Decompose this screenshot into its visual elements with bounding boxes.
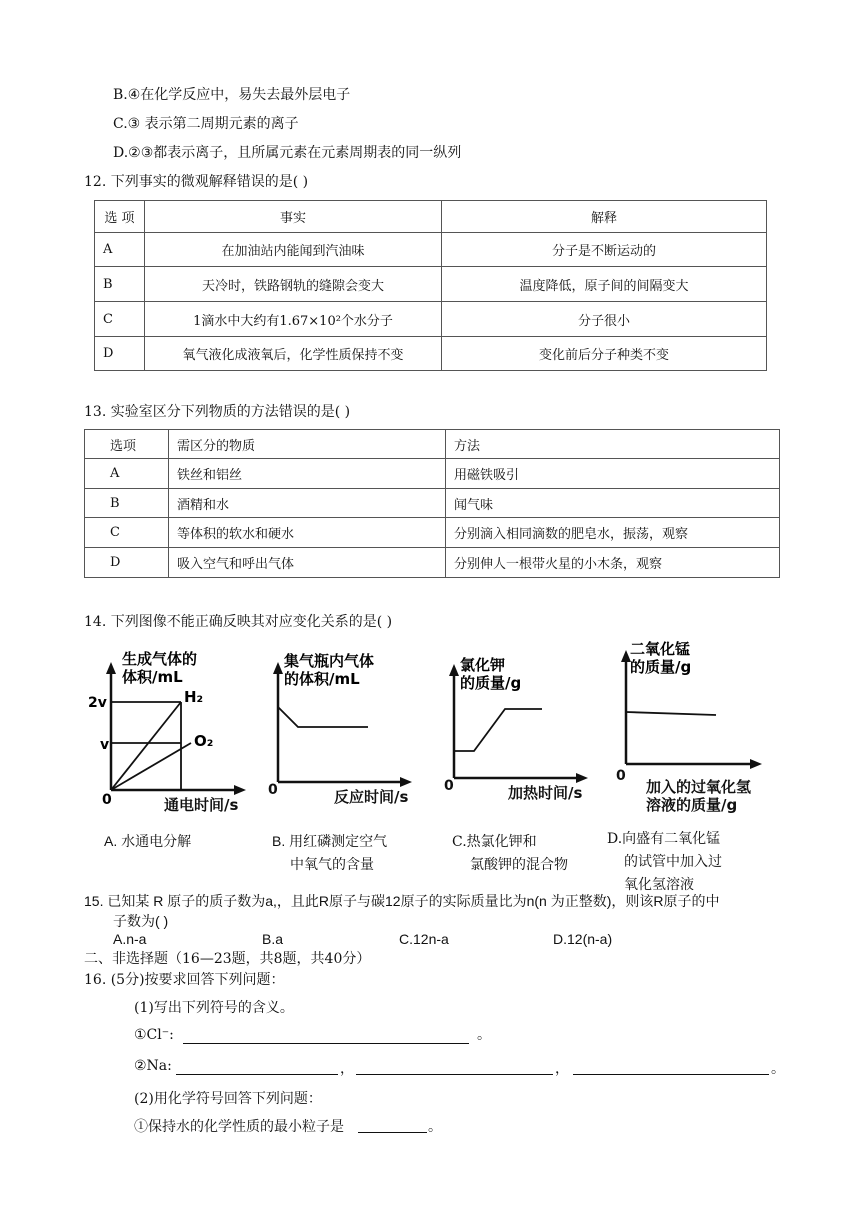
table-cell-reason: 分子是不断运动的: [442, 233, 767, 267]
h2-line: [111, 702, 181, 790]
y-axis-arrow: [273, 662, 283, 674]
table-cell-item: 吸入空气和呼出气体: [169, 548, 446, 578]
table-cell-reason: 变化前后分子种类不变: [442, 337, 767, 371]
table-cell-option: C: [95, 302, 145, 337]
q11-option-d: D.②③都表示离子，且所属元素在元素周期表的同一纵列: [113, 145, 462, 161]
caption-b-line2: 中氧气的含量: [290, 856, 374, 872]
q16-part2-q1: ①保持水的化学性质的最小粒子是: [134, 1119, 344, 1135]
table-header-row: [85, 430, 780, 459]
graph-c-ylabel-1: 氯化钾: [460, 656, 506, 674]
graph-d-xlabel-2: 溶液的质量/g: [646, 796, 738, 814]
table-cell-method: 闻气味: [446, 489, 780, 518]
table-row: [85, 548, 780, 578]
table-row: [95, 302, 767, 337]
q13-stem: 13. 实验室区分下列物质的方法错误的是( ): [84, 404, 351, 420]
graph-d-ylabel-1: 二氧化锰: [630, 640, 691, 658]
caption-d-line1: D.向盛有二氧化锰: [607, 831, 721, 847]
q12-stem: 12. 下列事实的微观解释错误的是( ): [84, 174, 309, 190]
caption-a: A. 水通电分解: [104, 833, 192, 849]
graph-c-xlabel: 加热时间/s: [508, 784, 583, 802]
table-row: [95, 267, 767, 302]
graph-c-origin: 0: [444, 778, 454, 794]
graph-d-xlabel-1: 加入的过氧化氢: [646, 778, 752, 796]
q16-part2-q1-end: 。: [428, 1119, 442, 1135]
q16-part1: (1)写出下列符号的含义。: [134, 1000, 294, 1016]
table-cell-method: 分别滴入相同滴数的肥皂水，振荡，观察: [446, 518, 780, 548]
q16-stem: 16. (5分)按要求回答下列问题：: [84, 972, 285, 988]
q16-cl-end: 。: [477, 1027, 491, 1043]
q15-option-a: A.n-a: [113, 931, 147, 947]
table-row: [85, 459, 780, 489]
tick-2v: 2v: [88, 695, 107, 711]
cl-answer-blank[interactable]: [183, 1029, 469, 1044]
q11-option-b: B.④在化学反应中，易失去最外层电子: [113, 87, 351, 103]
table-row: [95, 337, 767, 371]
graph-b-ylabel-1: 集气瓶内气体: [284, 652, 375, 670]
q13-table: [84, 429, 780, 578]
q15-option-d: D.12(n-a): [553, 931, 613, 947]
table-cell-fact: 氧气液化成液氧后，化学性质保持不变: [145, 337, 442, 371]
q16-na-label: ②Na:: [134, 1058, 172, 1074]
table-cell-option: A: [95, 233, 145, 267]
q16-na-end: 。: [771, 1061, 785, 1077]
q15-option-c: C.12n-a: [399, 931, 449, 947]
caption-c-line2: 氯酸钾的混合物: [470, 857, 568, 873]
graph-d-ylabel-2: 的质量/g: [630, 658, 692, 676]
graph-d-line: [626, 712, 716, 715]
table-cell-option: B: [85, 489, 169, 518]
graph-b-xlabel: 反应时间/s: [334, 788, 409, 806]
q14-stem: 14. 下列图像不能正确反映其对应变化关系的是( ): [84, 614, 393, 630]
graph-d: [614, 638, 774, 814]
graph-b-line: [278, 707, 368, 727]
table-cell-fact: 在加油站内能闻到汽油味: [145, 233, 442, 267]
table-header-cell: 事实: [145, 201, 442, 233]
table-cell-fact: 天冷时，铁路钢轨的缝隙会变大: [145, 267, 442, 302]
q15-option-b: B.a: [262, 931, 284, 947]
caption-d-line3: 氧化氢溶液: [624, 877, 694, 893]
separator: ，: [555, 1061, 569, 1077]
table-header-cell: 方法: [446, 430, 780, 459]
q15-stem-line2: 子数为( ): [113, 913, 169, 929]
table-cell-item: 等体积的软水和硬水: [169, 518, 446, 548]
q11-option-c: C.③ 表示第二周期元素的离子: [113, 116, 299, 132]
na-answer-blank-2[interactable]: [356, 1060, 553, 1075]
o2-line: [111, 743, 191, 790]
graph-a-ylabel-1: 生成气体的: [122, 650, 198, 668]
graph-d-origin: 0: [616, 768, 626, 784]
table-cell-reason: 温度降低，原子间的间隔变大: [442, 267, 767, 302]
graph-a-xlabel: 通电时间/s: [164, 796, 239, 814]
na-answer-blank-1[interactable]: [176, 1060, 338, 1075]
table-row: [95, 233, 767, 267]
table-row: [85, 518, 780, 548]
table-cell-option: C: [85, 518, 169, 548]
table-cell-item: 铁丝和铝丝: [169, 459, 446, 489]
caption-b-line1: B. 用红磷测定空气: [272, 833, 388, 849]
q12-table: [94, 200, 767, 371]
table-header-cell: 需区分的物质: [169, 430, 446, 459]
graph-c-ylabel-2: 的质量/g: [460, 674, 522, 692]
separator: ，: [340, 1061, 354, 1077]
graph-c-line: [454, 709, 542, 751]
water-particle-blank[interactable]: [358, 1118, 427, 1133]
table-cell-option: B: [95, 267, 145, 302]
q16-part2: (2)用化学符号回答下列问题：: [134, 1091, 322, 1107]
y-axis-arrow: [106, 662, 116, 674]
table-row: [85, 489, 780, 518]
table-header-cell: 选项: [85, 430, 169, 459]
table-cell-method: 分别伸人一根带火星的小木条，观察: [446, 548, 780, 578]
table-cell-fact: 1滴水中大约有1.67×10²个水分子: [145, 302, 442, 337]
tick-v: v: [100, 737, 110, 753]
o2-label: O₂: [194, 732, 214, 750]
table-cell-item: 酒精和水: [169, 489, 446, 518]
graph-b-ylabel-2: 的体积/mL: [284, 670, 360, 688]
table-cell-method: 用磁铁吸引: [446, 459, 780, 489]
table-header-cell: 选 项: [95, 201, 145, 233]
q16-cl-label: ①Cl⁻:: [134, 1027, 174, 1043]
table-cell-reason: 分子很小: [442, 302, 767, 337]
graph-a-origin: 0: [102, 792, 112, 808]
graph-a-ylabel-2: 体积/mL: [122, 668, 183, 686]
x-axis-arrow: [750, 759, 762, 769]
graph-a: [86, 646, 256, 820]
graph-b-origin: 0: [268, 782, 278, 798]
y-axis-arrow: [449, 664, 459, 676]
table-cell-option: D: [95, 337, 145, 371]
graph-c: [444, 654, 594, 808]
h2-label: H₂: [184, 688, 204, 706]
table-cell-option: A: [85, 459, 169, 489]
caption-c-line1: C.热氯化钾和: [452, 834, 537, 850]
table-header-cell: 解释: [442, 201, 767, 233]
caption-d-line2: 的试管中加入过: [624, 854, 722, 870]
table-cell-option: D: [85, 548, 169, 578]
table-header-row: [95, 201, 767, 233]
na-answer-blank-3[interactable]: [573, 1060, 769, 1075]
graph-b: [268, 650, 418, 804]
q15-stem-line1: 15. 已知某 R 原子的质子数为a,，且此R原子与碳12原子的实际质量比为n(n 为正整数)，则该R原子的中: [84, 893, 720, 909]
section-heading: 二、非选择题（16—23题，共8题，共40分）: [84, 951, 371, 967]
